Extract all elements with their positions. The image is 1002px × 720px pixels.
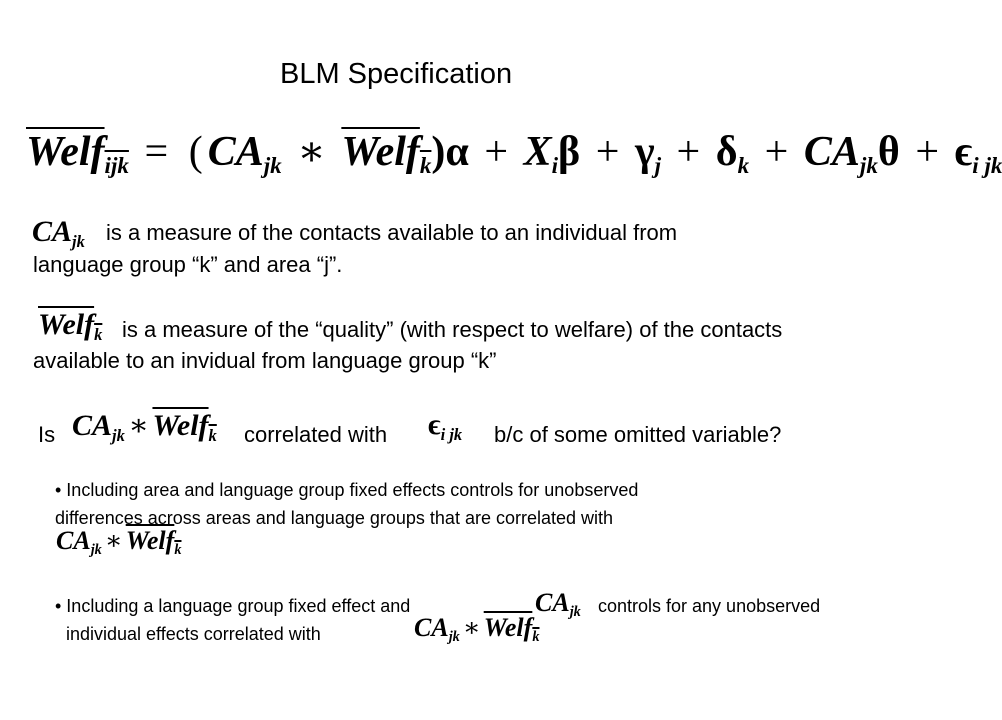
question-is: Is xyxy=(38,422,56,447)
eq-welf-lhs: Welf$_{ijk}$ xyxy=(26,129,129,179)
eq-delta: $\delta_k$ xyxy=(715,129,750,179)
bullet2-line1-end: controls for any unobserved xyxy=(598,596,821,616)
question-epsilon: $\epsilon_{i jk}$ xyxy=(428,408,463,444)
para2-welf-symbol: Welf$_k$ xyxy=(38,308,103,344)
eq-ca-theta: $CA_{jk}$ xyxy=(803,129,878,179)
para1-ca-symbol: $CA_{jk}$ xyxy=(32,215,85,251)
eq-x: $X_i$ xyxy=(523,129,559,179)
slide-title: BLM Specification xyxy=(280,58,513,90)
para1-line1: is a measure of the contacts available to an individual from xyxy=(106,220,678,245)
para2-line1: is a measure of the “quality” (with respect to welfare) of the contacts xyxy=(122,317,783,342)
bullet1-ca-welf: $CA_{jk}$ ∗ Welf$_k$ xyxy=(56,526,182,558)
question-correlated-with: correlated with xyxy=(244,422,388,447)
bullet2-line1-start: • Including a language group fixed effect and xyxy=(55,596,411,616)
eq-ca: $CA_{jk}$ xyxy=(207,129,282,179)
bullet1-line2: differences across areas and language groups that are correlated with xyxy=(55,508,614,528)
bullet2-ca-symbol: $CA_{jk}$ xyxy=(535,588,581,620)
blm-equation: Welf$_{ijk}$ = ( $CA_{jk}$ ∗ Welf$_k$)α + $X_i\beta + \gamma_j + \delta_k + CA_{jk}\theta + \epsilon_{i jk}$ xyxy=(26,129,1002,179)
eq-gamma: $\gamma_j$ xyxy=(634,129,662,179)
bullet2-line2: individual effects correlated with xyxy=(66,624,321,644)
eq-epsilon: $\epsilon_{i jk}$ xyxy=(954,129,1002,179)
question-tail: b/c of some omitted variable? xyxy=(494,422,782,447)
eq-welf-bar: Welf$_k$ xyxy=(341,129,432,179)
question-ca-welf: $CA_{jk}$ ∗ Welf$_k$ xyxy=(72,409,217,445)
para2-line2: available to an invidual from language group “k” xyxy=(33,348,497,373)
bullet2-ca-welf: $CA_{jk}$ ∗ Welf$_k$ xyxy=(414,613,540,645)
para1-line2: language group “k” and area “j”. xyxy=(33,252,343,277)
bullet1-line1: • Including area and language group fixed effects controls for unobserved xyxy=(55,480,639,500)
